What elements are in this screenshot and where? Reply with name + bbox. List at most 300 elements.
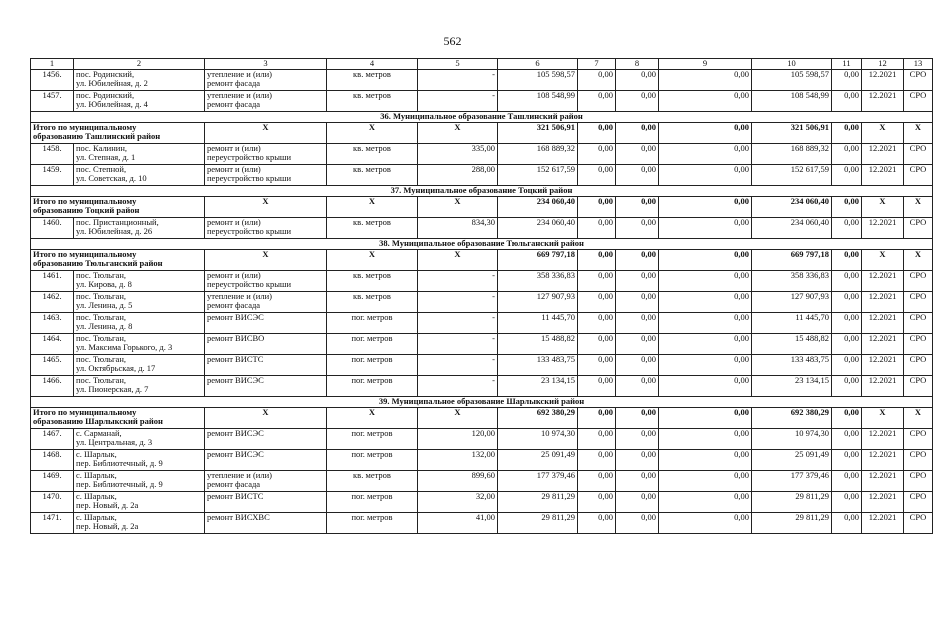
value-cell: 0,00 xyxy=(578,291,616,312)
x-mark: X xyxy=(904,407,933,428)
row-number: 1471. xyxy=(31,512,74,533)
unit-cell: кв. метров xyxy=(327,470,418,491)
row-number: 1462. xyxy=(31,291,74,312)
work-type-cell-line-2: переустройство крыши xyxy=(207,279,292,289)
address-cell-line-2: пер. Библиотечный, д. 9 xyxy=(76,479,163,489)
quantity-cell: 41,00 xyxy=(418,512,498,533)
source-cell: СРО xyxy=(904,491,933,512)
x-mark: X xyxy=(327,407,418,428)
table-row xyxy=(31,312,933,333)
row-number: 1467. xyxy=(31,428,74,449)
work-type-cell xyxy=(205,69,327,90)
col-header: 6 xyxy=(498,59,578,70)
value-cell: 0,00 xyxy=(659,449,752,470)
work-type-cell-line-2: ремонт фасада xyxy=(207,300,261,310)
cost-cell: 105 598,57 xyxy=(498,69,578,90)
cost-cell: 358 336,83 xyxy=(498,270,578,291)
work-type-cell-line-1: ремонт ВИСЭС xyxy=(207,374,264,385)
x-mark: X xyxy=(327,122,418,143)
subtotal-row xyxy=(31,196,933,217)
work-type-cell xyxy=(205,512,327,533)
address-cell-line-1: пос. Родинский, xyxy=(76,68,135,79)
subtotal-label xyxy=(31,122,205,143)
value-cell: 0,00 xyxy=(578,354,616,375)
quantity-cell: - xyxy=(418,270,498,291)
source-cell: СРО xyxy=(904,333,933,354)
cost-cell: 234 060,40 xyxy=(498,217,578,238)
column-number-header-row xyxy=(31,59,933,70)
address-cell-line-2: пер. Новый, д. 2а xyxy=(76,521,139,531)
x-mark: X xyxy=(904,196,933,217)
table-row xyxy=(31,354,933,375)
value-cell: 0,00 xyxy=(832,449,862,470)
value-cell: 0,00 xyxy=(832,470,862,491)
value-cell: 0,00 xyxy=(832,122,862,143)
work-type-cell-line-2: ремонт фасада xyxy=(207,99,261,109)
work-type-cell-line-1: ремонт ВИСЭС xyxy=(207,311,264,322)
subtotal-label xyxy=(31,249,205,270)
unit-cell: кв. метров xyxy=(327,291,418,312)
row-number: 1466. xyxy=(31,375,74,396)
cost-cell: 177 379,46 xyxy=(498,470,578,491)
row-number: 1463. xyxy=(31,312,74,333)
subtotal-label-line-2: образованию Тоцкий район xyxy=(33,205,140,215)
total-cost: 234 060,40 xyxy=(498,196,578,217)
table-row xyxy=(31,449,933,470)
address-cell-line-2: ул. Юбилейная, д. 2 xyxy=(76,78,148,88)
page-number: 562 xyxy=(443,34,462,48)
row-number: 1458. xyxy=(31,143,74,164)
cost-cell: 23 134,15 xyxy=(498,375,578,396)
cost-col10-cell: 29 811,29 xyxy=(752,491,832,512)
source-cell: СРО xyxy=(904,470,933,491)
address-cell-line-1: пос. Тюльган, xyxy=(76,311,126,322)
source-cell: СРО xyxy=(904,428,933,449)
cost-cell: 29 811,29 xyxy=(498,512,578,533)
address-cell xyxy=(74,90,205,111)
work-type-cell-line-1: ремонт ВИСЭС xyxy=(207,427,264,438)
value-cell: 0,00 xyxy=(616,407,659,428)
address-cell-line-2: ул. Юбилейная, д. 26 xyxy=(76,226,153,236)
x-mark: X xyxy=(205,196,327,217)
table-row xyxy=(31,512,933,533)
col-header: 1 xyxy=(31,59,74,70)
value-cell: 0,00 xyxy=(659,270,752,291)
row-number: 1459. xyxy=(31,164,74,185)
x-mark: X xyxy=(205,122,327,143)
value-cell: 0,00 xyxy=(659,428,752,449)
value-cell: 0,00 xyxy=(578,428,616,449)
value-cell: 0,00 xyxy=(578,407,616,428)
value-cell: 0,00 xyxy=(659,196,752,217)
work-type-cell xyxy=(205,375,327,396)
date-cell: 12.2021 xyxy=(862,291,904,312)
section-header-row xyxy=(31,238,933,249)
date-cell: 12.2021 xyxy=(862,217,904,238)
work-type-cell-line-1: ремонт ВИСТС xyxy=(207,490,264,501)
date-cell: 12.2021 xyxy=(862,90,904,111)
row-number: 1469. xyxy=(31,470,74,491)
quantity-cell: 132,00 xyxy=(418,449,498,470)
date-cell: 12.2021 xyxy=(862,270,904,291)
address-cell xyxy=(74,470,205,491)
subtotal-row xyxy=(31,407,933,428)
cost-col10-cell: 234 060,40 xyxy=(752,217,832,238)
value-cell: 0,00 xyxy=(832,69,862,90)
value-cell: 0,00 xyxy=(659,69,752,90)
table-row xyxy=(31,143,933,164)
cost-col10-cell: 152 617,59 xyxy=(752,164,832,185)
value-cell: 0,00 xyxy=(616,291,659,312)
value-cell: 0,00 xyxy=(616,69,659,90)
x-mark: X xyxy=(862,122,904,143)
value-cell: 0,00 xyxy=(616,122,659,143)
subtotal-label-line-1: Итого по муниципальному xyxy=(33,248,137,259)
subtotal-row xyxy=(31,122,933,143)
value-cell: 0,00 xyxy=(659,407,752,428)
col-header: 7 xyxy=(578,59,616,70)
address-cell-line-2: пер. Новый, д. 2а xyxy=(76,500,139,510)
cost-cell: 168 889,32 xyxy=(498,143,578,164)
source-cell: СРО xyxy=(904,312,933,333)
date-cell: 12.2021 xyxy=(862,354,904,375)
table-row xyxy=(31,90,933,111)
date-cell: 12.2021 xyxy=(862,69,904,90)
address-cell-line-1: пос. Тюльган, xyxy=(76,269,126,280)
address-cell-line-1: пос. Тюльган, xyxy=(76,374,126,385)
total-cost-col10: 234 060,40 xyxy=(752,196,832,217)
section-title: 38. Муниципальное образование Тюльганский район xyxy=(31,238,933,249)
quantity-cell: - xyxy=(418,333,498,354)
table-row xyxy=(31,291,933,312)
value-cell: 0,00 xyxy=(578,249,616,270)
x-mark: X xyxy=(862,196,904,217)
value-cell: 0,00 xyxy=(578,217,616,238)
x-mark: X xyxy=(418,122,498,143)
work-type-cell xyxy=(205,90,327,111)
value-cell: 0,00 xyxy=(659,491,752,512)
cost-col10-cell: 25 091,49 xyxy=(752,449,832,470)
quantity-cell: 288,00 xyxy=(418,164,498,185)
cost-col10-cell: 10 974,30 xyxy=(752,428,832,449)
value-cell: 0,00 xyxy=(832,428,862,449)
work-type-cell xyxy=(205,143,327,164)
value-cell: 0,00 xyxy=(616,333,659,354)
x-mark: X xyxy=(327,249,418,270)
work-type-cell-line-1: утепление и (или) xyxy=(207,68,272,79)
value-cell: 0,00 xyxy=(832,512,862,533)
row-number: 1464. xyxy=(31,333,74,354)
value-cell: 0,00 xyxy=(659,512,752,533)
x-mark: X xyxy=(418,407,498,428)
value-cell: 0,00 xyxy=(578,312,616,333)
source-cell: СРО xyxy=(904,270,933,291)
value-cell: 0,00 xyxy=(832,143,862,164)
value-cell: 0,00 xyxy=(659,122,752,143)
source-cell: СРО xyxy=(904,375,933,396)
quantity-cell: - xyxy=(418,291,498,312)
address-cell xyxy=(74,164,205,185)
unit-cell: кв. метров xyxy=(327,164,418,185)
section-title: 36. Муниципальное образование Ташлинский район xyxy=(31,111,933,122)
unit-cell: пог. метров xyxy=(327,333,418,354)
col-header: 9 xyxy=(659,59,752,70)
value-cell: 0,00 xyxy=(578,196,616,217)
address-cell-line-2: ул. Степная, д. 1 xyxy=(76,152,136,162)
address-cell-line-1: пос. Родинский, xyxy=(76,89,135,100)
work-type-cell xyxy=(205,354,327,375)
address-cell xyxy=(74,270,205,291)
address-cell xyxy=(74,312,205,333)
col-header: 12 xyxy=(862,59,904,70)
value-cell: 0,00 xyxy=(832,196,862,217)
value-cell: 0,00 xyxy=(616,164,659,185)
address-cell-line-1: пос. Тюльган, xyxy=(76,332,126,343)
subtotal-label-line-1: Итого по муниципальному xyxy=(33,195,137,206)
value-cell: 0,00 xyxy=(616,249,659,270)
value-cell: 0,00 xyxy=(616,312,659,333)
work-type-cell xyxy=(205,291,327,312)
address-cell-line-1: с. Шарлык, xyxy=(76,469,117,480)
total-cost-col10: 669 797,18 xyxy=(752,249,832,270)
address-cell-line-1: пос. Тюльган, xyxy=(76,290,126,301)
row-number: 1460. xyxy=(31,217,74,238)
section-title: 37. Муниципальное образование Тоцкий район xyxy=(31,185,933,196)
total-cost-col10: 692 380,29 xyxy=(752,407,832,428)
value-cell: 0,00 xyxy=(832,90,862,111)
col-header: 8 xyxy=(616,59,659,70)
source-cell: СРО xyxy=(904,143,933,164)
cost-cell: 15 488,82 xyxy=(498,333,578,354)
value-cell: 0,00 xyxy=(616,449,659,470)
section-header-row xyxy=(31,111,933,122)
value-cell: 0,00 xyxy=(578,470,616,491)
work-type-cell-line-2: ремонт фасада xyxy=(207,479,261,489)
address-cell xyxy=(74,333,205,354)
value-cell: 0,00 xyxy=(832,375,862,396)
date-cell: 12.2021 xyxy=(862,375,904,396)
address-cell-line-2: ул. Кирова, д. 8 xyxy=(76,279,132,289)
cost-col10-cell: 168 889,32 xyxy=(752,143,832,164)
quantity-cell: 335,00 xyxy=(418,143,498,164)
work-type-cell xyxy=(205,449,327,470)
work-type-cell xyxy=(205,164,327,185)
col-header: 5 xyxy=(418,59,498,70)
cost-cell: 127 907,93 xyxy=(498,291,578,312)
source-cell: СРО xyxy=(904,291,933,312)
date-cell: 12.2021 xyxy=(862,164,904,185)
quantity-cell: - xyxy=(418,354,498,375)
cost-col10-cell: 127 907,93 xyxy=(752,291,832,312)
work-type-cell-line-1: ремонт ВИСХВС xyxy=(207,511,270,522)
work-type-cell xyxy=(205,491,327,512)
source-cell: СРО xyxy=(904,164,933,185)
x-mark: X xyxy=(205,407,327,428)
value-cell: 0,00 xyxy=(832,407,862,428)
x-mark: X xyxy=(862,249,904,270)
value-cell: 0,00 xyxy=(578,491,616,512)
value-cell: 0,00 xyxy=(578,512,616,533)
date-cell: 12.2021 xyxy=(862,491,904,512)
value-cell: 0,00 xyxy=(616,217,659,238)
address-cell xyxy=(74,291,205,312)
work-type-cell xyxy=(205,312,327,333)
work-type-cell-line-1: ремонт ВИСВО xyxy=(207,332,265,343)
value-cell: 0,00 xyxy=(659,90,752,111)
value-cell: 0,00 xyxy=(659,143,752,164)
unit-cell: пог. метров xyxy=(327,375,418,396)
section-title: 39. Муниципальное образование Шарлыкский район xyxy=(31,396,933,407)
x-mark: X xyxy=(418,249,498,270)
unit-cell: кв. метров xyxy=(327,270,418,291)
address-cell-line-1: пос. Пристанционный, xyxy=(76,216,159,227)
table-row xyxy=(31,428,933,449)
value-cell: 0,00 xyxy=(616,354,659,375)
unit-cell: кв. метров xyxy=(327,69,418,90)
address-cell xyxy=(74,449,205,470)
work-type-cell-line-1: ремонт ВИСТС xyxy=(207,353,264,364)
work-type-cell-line-2: ремонт фасада xyxy=(207,78,261,88)
address-cell-line-1: с. Шарлык, xyxy=(76,490,117,501)
work-type-cell-line-1: ремонт и (или) xyxy=(207,216,261,227)
x-mark: X xyxy=(904,249,933,270)
x-mark: X xyxy=(327,196,418,217)
address-cell-line-1: с. Шарлык, xyxy=(76,448,117,459)
repair-schedule-table xyxy=(30,58,933,534)
table-row xyxy=(31,375,933,396)
address-cell-line-2: ул. Максима Горького, д. 3 xyxy=(76,342,173,352)
cost-col10-cell: 15 488,82 xyxy=(752,333,832,354)
address-cell xyxy=(74,428,205,449)
address-cell xyxy=(74,354,205,375)
value-cell: 0,00 xyxy=(659,249,752,270)
work-type-cell-line-1: утепление и (или) xyxy=(207,469,272,480)
unit-cell: кв. метров xyxy=(327,90,418,111)
cost-cell: 25 091,49 xyxy=(498,449,578,470)
source-cell: СРО xyxy=(904,217,933,238)
quantity-cell: - xyxy=(418,312,498,333)
value-cell: 0,00 xyxy=(659,164,752,185)
cost-cell: 11 445,70 xyxy=(498,312,578,333)
work-type-cell-line-1: утепление и (или) xyxy=(207,89,272,100)
unit-cell: пог. метров xyxy=(327,354,418,375)
address-cell xyxy=(74,217,205,238)
value-cell: 0,00 xyxy=(832,354,862,375)
table-row xyxy=(31,164,933,185)
row-number: 1470. xyxy=(31,491,74,512)
source-cell: СРО xyxy=(904,69,933,90)
row-number: 1461. xyxy=(31,270,74,291)
value-cell: 0,00 xyxy=(659,333,752,354)
work-type-cell-line-2: переустройство крыши xyxy=(207,226,292,236)
value-cell: 0,00 xyxy=(616,470,659,491)
table-row xyxy=(31,491,933,512)
date-cell: 12.2021 xyxy=(862,449,904,470)
address-cell-line-1: пос. Калинин, xyxy=(76,142,127,153)
cost-col10-cell: 23 134,15 xyxy=(752,375,832,396)
value-cell: 0,00 xyxy=(578,143,616,164)
work-type-cell-line-1: ремонт ВИСЭС xyxy=(207,448,264,459)
total-cost-col10: 321 506,91 xyxy=(752,122,832,143)
date-cell: 12.2021 xyxy=(862,470,904,491)
table-row xyxy=(31,217,933,238)
unit-cell: кв. метров xyxy=(327,143,418,164)
table-row xyxy=(31,470,933,491)
unit-cell: пог. метров xyxy=(327,449,418,470)
x-mark: X xyxy=(418,196,498,217)
value-cell: 0,00 xyxy=(578,90,616,111)
work-type-cell xyxy=(205,428,327,449)
quantity-cell: - xyxy=(418,90,498,111)
value-cell: 0,00 xyxy=(616,143,659,164)
address-cell-line-1: пос. Степной, xyxy=(76,163,127,174)
address-cell xyxy=(74,143,205,164)
work-type-cell-line-1: утепление и (или) xyxy=(207,290,272,301)
total-cost: 321 506,91 xyxy=(498,122,578,143)
value-cell: 0,00 xyxy=(832,333,862,354)
value-cell: 0,00 xyxy=(832,312,862,333)
col-header: 3 xyxy=(205,59,327,70)
value-cell: 0,00 xyxy=(616,428,659,449)
value-cell: 0,00 xyxy=(616,375,659,396)
cost-col10-cell: 105 598,57 xyxy=(752,69,832,90)
unit-cell: пог. метров xyxy=(327,491,418,512)
work-type-cell-line-1: ремонт и (или) xyxy=(207,269,261,280)
address-cell-line-2: ул. Ленина, д. 8 xyxy=(76,321,133,331)
col-header: 13 xyxy=(904,59,933,70)
address-cell-line-1: с. Шарлык, xyxy=(76,511,117,522)
value-cell: 0,00 xyxy=(832,164,862,185)
work-type-cell-line-2: переустройство крыши xyxy=(207,173,292,183)
value-cell: 0,00 xyxy=(616,90,659,111)
source-cell: СРО xyxy=(904,449,933,470)
col-header: 2 xyxy=(74,59,205,70)
address-cell-line-2: ул. Пионерская, д. 7 xyxy=(76,384,149,394)
row-number: 1457. xyxy=(31,90,74,111)
value-cell: 0,00 xyxy=(659,354,752,375)
cost-col10-cell: 11 445,70 xyxy=(752,312,832,333)
unit-cell: пог. метров xyxy=(327,428,418,449)
date-cell: 12.2021 xyxy=(862,512,904,533)
address-cell xyxy=(74,491,205,512)
value-cell: 0,00 xyxy=(616,270,659,291)
work-type-cell xyxy=(205,470,327,491)
value-cell: 0,00 xyxy=(659,291,752,312)
unit-cell: пог. метров xyxy=(327,512,418,533)
cost-col10-cell: 133 483,75 xyxy=(752,354,832,375)
work-type-cell xyxy=(205,333,327,354)
subtotal-label-line-1: Итого по муниципальному xyxy=(33,406,137,417)
quantity-cell: - xyxy=(418,69,498,90)
date-cell: 12.2021 xyxy=(862,312,904,333)
cost-col10-cell: 358 336,83 xyxy=(752,270,832,291)
work-type-cell-line-1: ремонт и (или) xyxy=(207,163,261,174)
date-cell: 12.2021 xyxy=(862,428,904,449)
source-cell: СРО xyxy=(904,512,933,533)
cost-col10-cell: 29 811,29 xyxy=(752,512,832,533)
section-header-row xyxy=(31,185,933,196)
value-cell: 0,00 xyxy=(616,512,659,533)
address-cell-line-1: с. Сарманай, xyxy=(76,427,122,438)
x-mark: X xyxy=(904,122,933,143)
cost-cell: 29 811,29 xyxy=(498,491,578,512)
value-cell: 0,00 xyxy=(578,270,616,291)
x-mark: X xyxy=(205,249,327,270)
row-number: 1465. xyxy=(31,354,74,375)
quantity-cell: 120,00 xyxy=(418,428,498,449)
value-cell: 0,00 xyxy=(832,291,862,312)
quantity-cell: 32,00 xyxy=(418,491,498,512)
